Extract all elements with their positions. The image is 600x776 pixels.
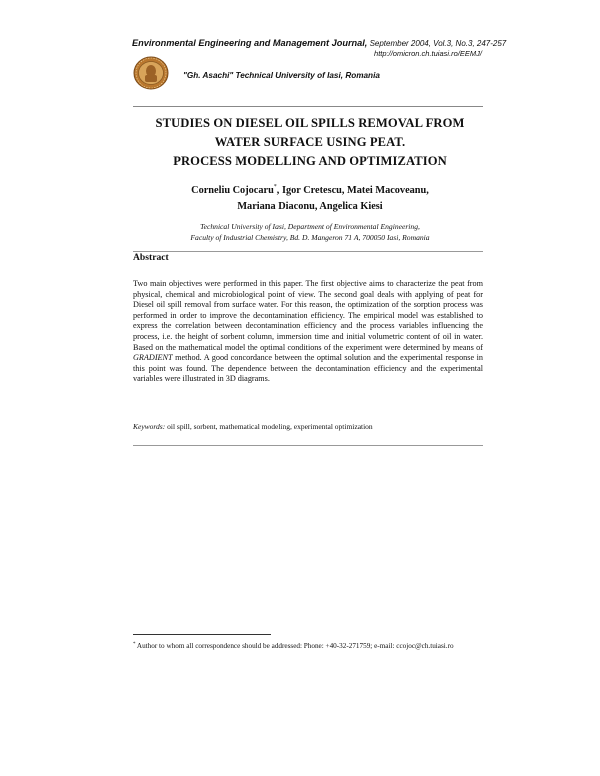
method-name: GRADIENT (133, 353, 173, 363)
footnote (133, 640, 483, 651)
journal-issue: September 2004, Vol.3, No.3, 247-257 (367, 39, 507, 48)
author-corresponding: Corneliu Cojocaru (191, 185, 274, 196)
corresponding-mark: * (273, 184, 277, 190)
authors-line-2: Mariana Diaconu, Angelica Kiesi (237, 201, 383, 212)
abstract-text: Two main objectives were performed in this paper. The first objective aims to characterize the peat from physical, chemical and microbiological point of view. The second goal deals with applying of peat for Diesel oil spill removal from surface water. For this reason, the optimization of the sorption process was performed in order to improve the decontamination efficiency. The empirical model was established to express the correlation between decontamination efficiency and the process variables influencing the process, i.e. the height of sorbent column, immersion time and initial volumetric content of oil in water. Based on the mathematical model the optimal conditions of the experiment were determined by means of GRADIENT method. A good concordance between the optimal solution and the experimental response in this point was found. The dependence between the decontamination efficiency and the experimental variables were illustrated in 3D diagrams. (133, 279, 483, 384)
footnote-mark: * (133, 642, 136, 647)
journal-header (132, 38, 507, 48)
affiliation-line: Faculty of Industrial Chemistry, Bd. D. Mangeron 71 A, 700050 Iasi, Romania (190, 233, 430, 242)
footnote-text: Author to whom all correspondence should be addressed: Phone: +40-32-271759; e-mail: ccojoc@ch.tuiasi.ro (135, 642, 454, 650)
title-line: PROCESS MODELLING AND OPTIMIZATION (173, 154, 447, 168)
keywords (133, 422, 483, 432)
university-seal-icon (133, 56, 169, 90)
affiliation-line: Technical University of Iasi, Department of Environmental Engineering, (200, 222, 420, 231)
keywords-label: Keywords: (133, 422, 166, 431)
author-list (120, 179, 500, 215)
authors-line-1: , Igor Cretescu, Matei Macoveanu, (276, 185, 429, 196)
abstract-bottom-divider (133, 445, 483, 446)
journal-url[interactable]: http://omicron.ch.tuiasi.ro/EEMJ/ (374, 49, 482, 58)
abstract-heading: Abstract (133, 252, 169, 263)
university-name: "Gh. Asachi" Technical University of Iasi, Romania (183, 71, 380, 80)
journal-name: Environmental Engineering and Management Journal, (132, 38, 368, 48)
header-divider (133, 106, 483, 107)
footnote-divider (133, 634, 271, 635)
title-line: STUDIES ON DIESEL OIL SPILLS REMOVAL FROM (155, 116, 465, 130)
keywords-list: oil spill, sorbent, mathematical modeling, experimental optimization (165, 422, 373, 431)
title-line: WATER SURFACE USING PEAT. (214, 135, 406, 149)
abstract-top-divider (133, 251, 483, 252)
affiliation (120, 221, 500, 243)
paper-title (120, 114, 500, 171)
